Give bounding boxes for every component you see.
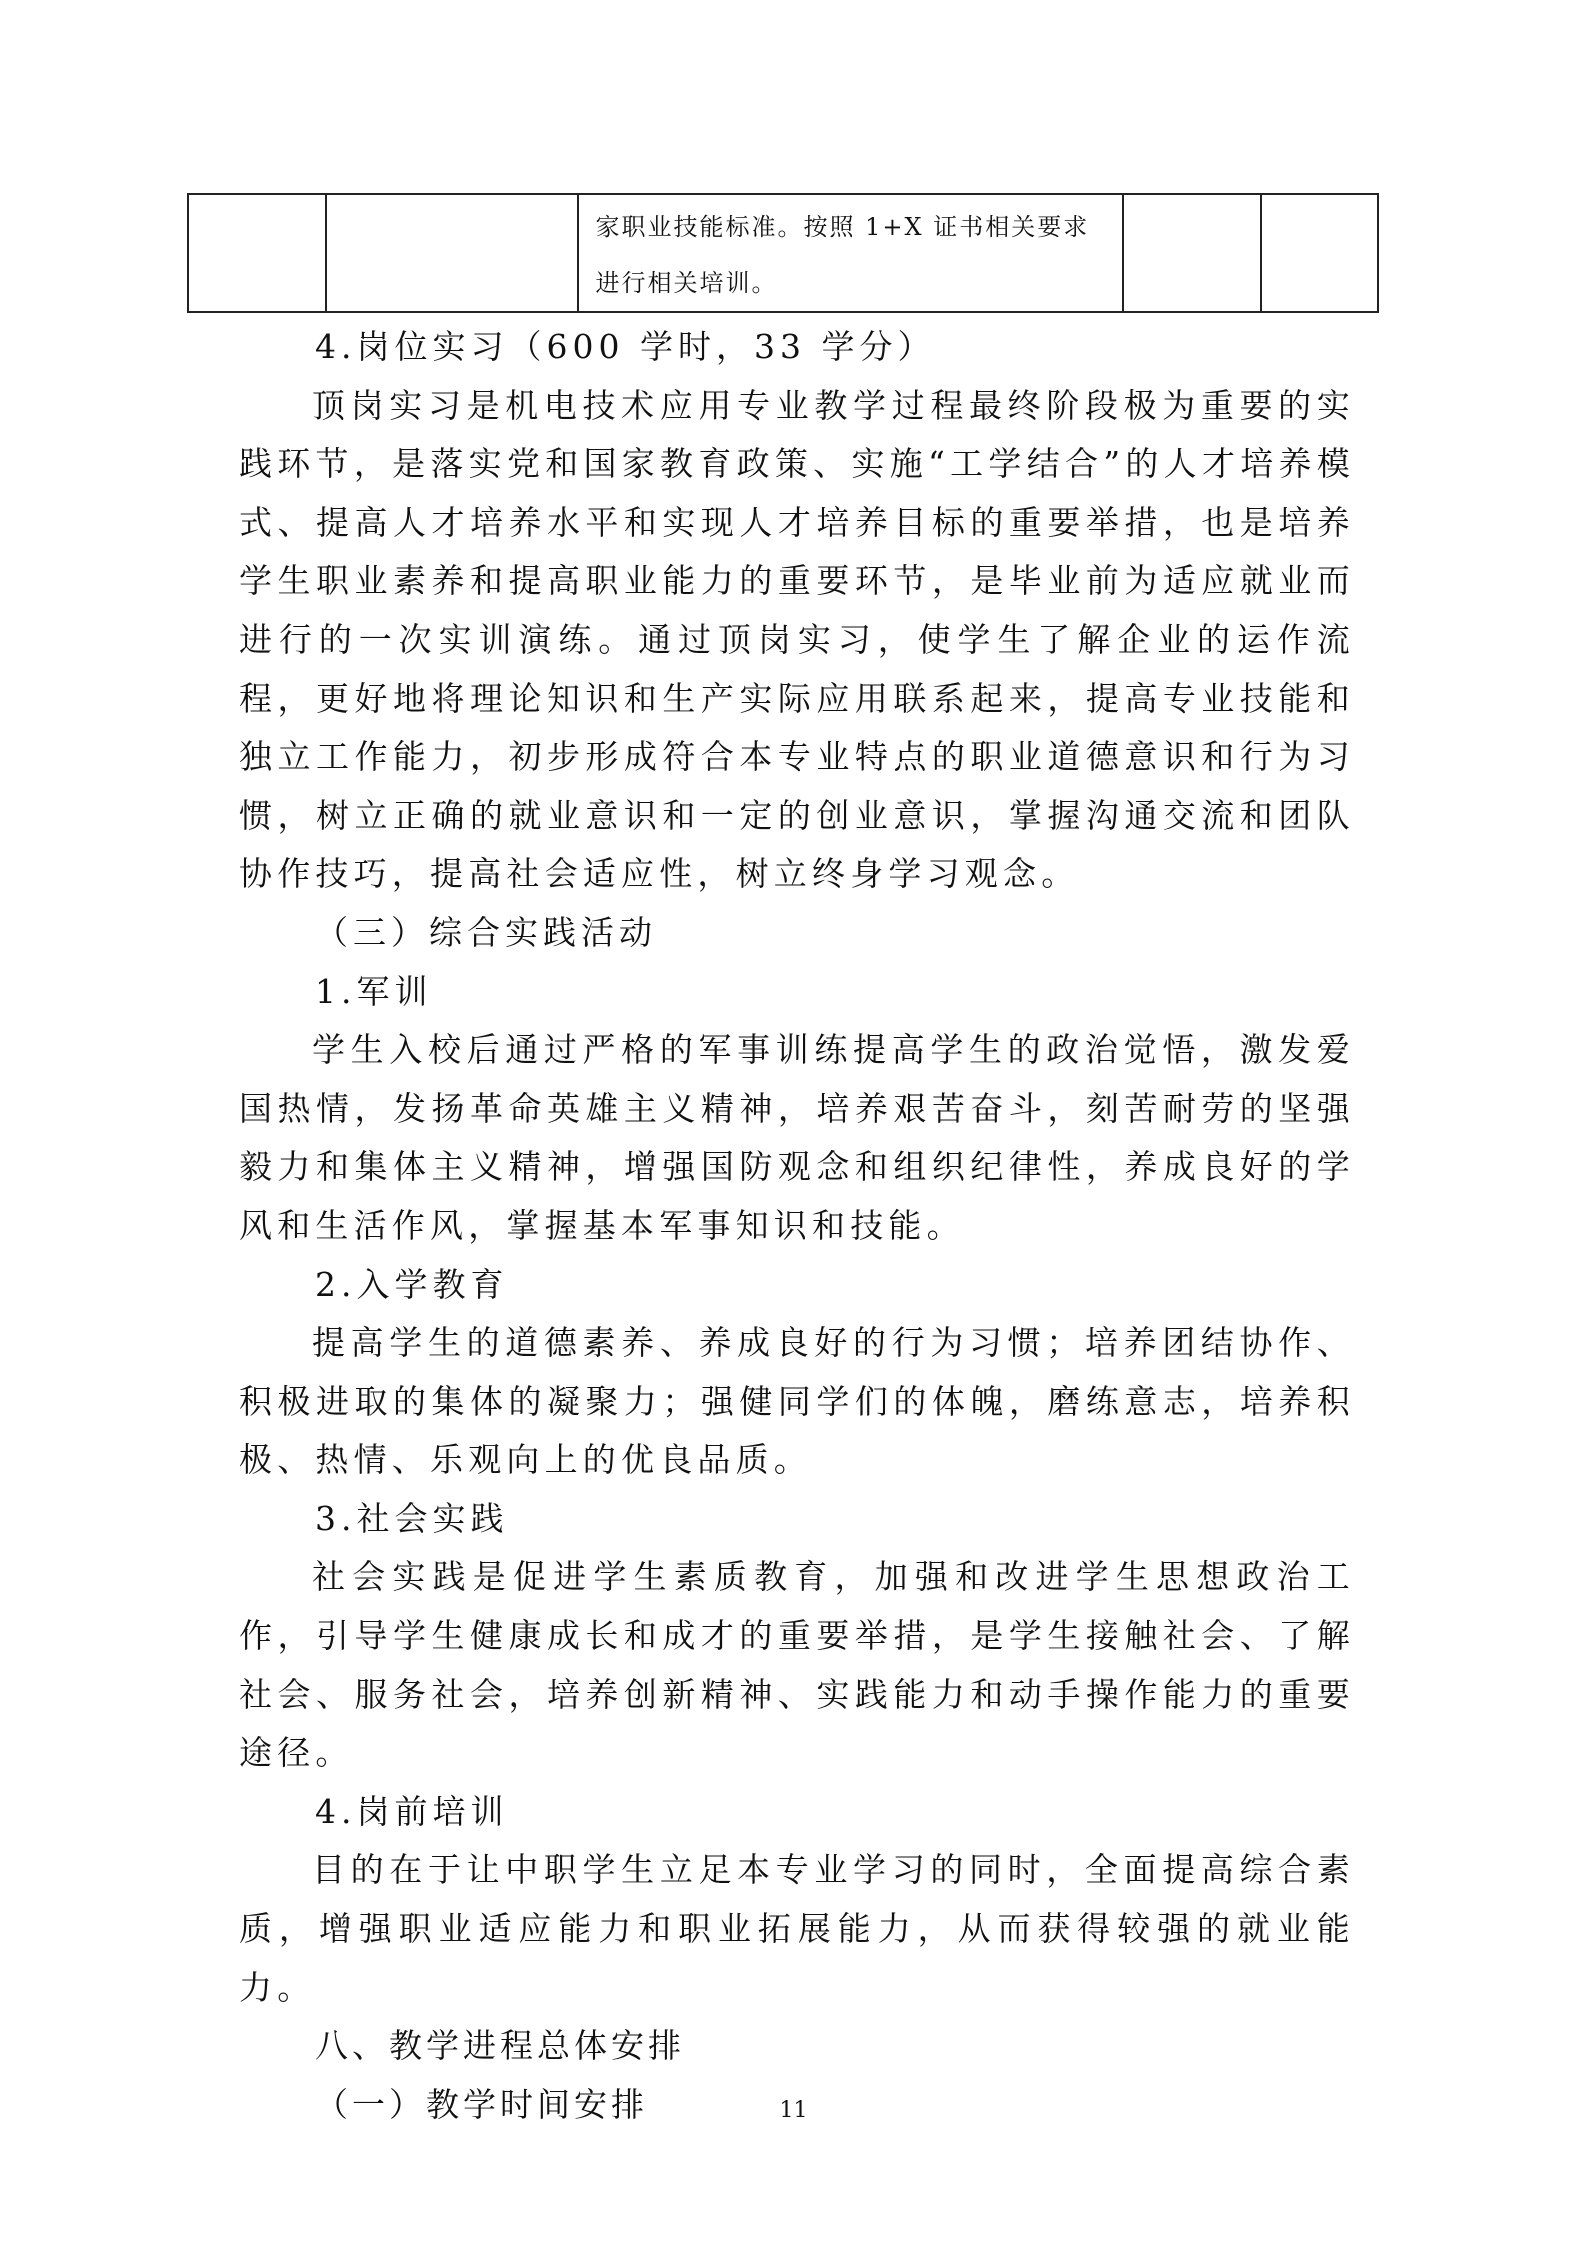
item-title-social-practice: 3.社会实践 xyxy=(315,1498,509,1538)
section-title-internship: 4.岗位实习（600 学时，33 学分） xyxy=(315,327,936,366)
cell-line: 家职业技能标准。按照 1+X 证书相关要求 xyxy=(595,213,1090,241)
paragraph-pre-job-training: 目的在于让中职学生立足本专业学习的同时，全面提高综合素质，增强职业适应能力和职业拓展能力，从而获得较强的就业能力。 xyxy=(239,1850,1355,2007)
paragraph-military-training: 学生入校后通过严格的军事训练提高学生的政治觉悟，激发爱国热情，发扬革命英雄主义精神，培养艰苦奋斗，刻苦耐劳的坚强毅力和集体主义精神，增强国防观念和组织纪律性，养成良好的学风和生活作风，掌握基本军事知识和技能。 xyxy=(239,1030,1355,1245)
item-title-pre-job-training: 4.岗前培训 xyxy=(315,1791,509,1831)
table-cell xyxy=(326,194,579,312)
course-table-fragment xyxy=(187,193,1379,313)
table-cell xyxy=(188,194,326,312)
item-title-military-training: 1.军训 xyxy=(315,971,433,1011)
section-title-teaching-time: （一）教学时间安排 xyxy=(315,2084,648,2124)
chapter-title-teaching-schedule: 八、教学进程总体安排 xyxy=(315,2026,685,2066)
table-row xyxy=(188,194,1378,312)
table-cell xyxy=(1123,194,1261,312)
paragraph-internship: 顶岗实习是机电技术应用专业教学过程最终阶段极为重要的实践环节，是落实党和国家教育政策、实施“工学结合”的人才培养模式、提高人才培养水平和实现人才培养目标的重要举措，也是培养学生职业素养和提高职业能力的重要环节，是毕业前为适应就业而进行的一次实训演练。通过顶岗实习，使学生了解企业的运作流程，更好地将理论知识和生产实际应用联系起来，提高专业技能和独立工作能力，初步形成符合本专业特点的职业道德意识和行为习惯，树立正确的就业意识和一定的创业意识，掌握沟通交流和团队协作技巧，提高社会适应性，树立终身学习观念。 xyxy=(239,385,1355,894)
item-title-enrollment-education: 2.入学教育 xyxy=(315,1264,509,1304)
table-cell-requirements xyxy=(578,194,1123,312)
main-content xyxy=(239,318,1355,2134)
table-cell xyxy=(1261,194,1378,312)
cell-line: 进行相关培训。 xyxy=(595,269,778,297)
page-number: 11 xyxy=(779,2098,808,2123)
section-title-practice-activities: （三）综合实践活动 xyxy=(315,912,657,952)
paragraph-enrollment-education: 提高学生的道德素养、养成良好的行为习惯；培养团结协作、积极进取的集体的凝聚力；强健同学们的体魄，磨练意志，培养积极、热情、乐观向上的优良品质。 xyxy=(239,1323,1355,1480)
paragraph-social-practice: 社会实践是促进学生素质教育，加强和改进学生思想政治工作，引导学生健康成长和成才的重要举措，是学生接触社会、了解社会、服务社会，培养创新精神、实践能力和动手操作能力的重要途径。 xyxy=(239,1557,1355,1773)
